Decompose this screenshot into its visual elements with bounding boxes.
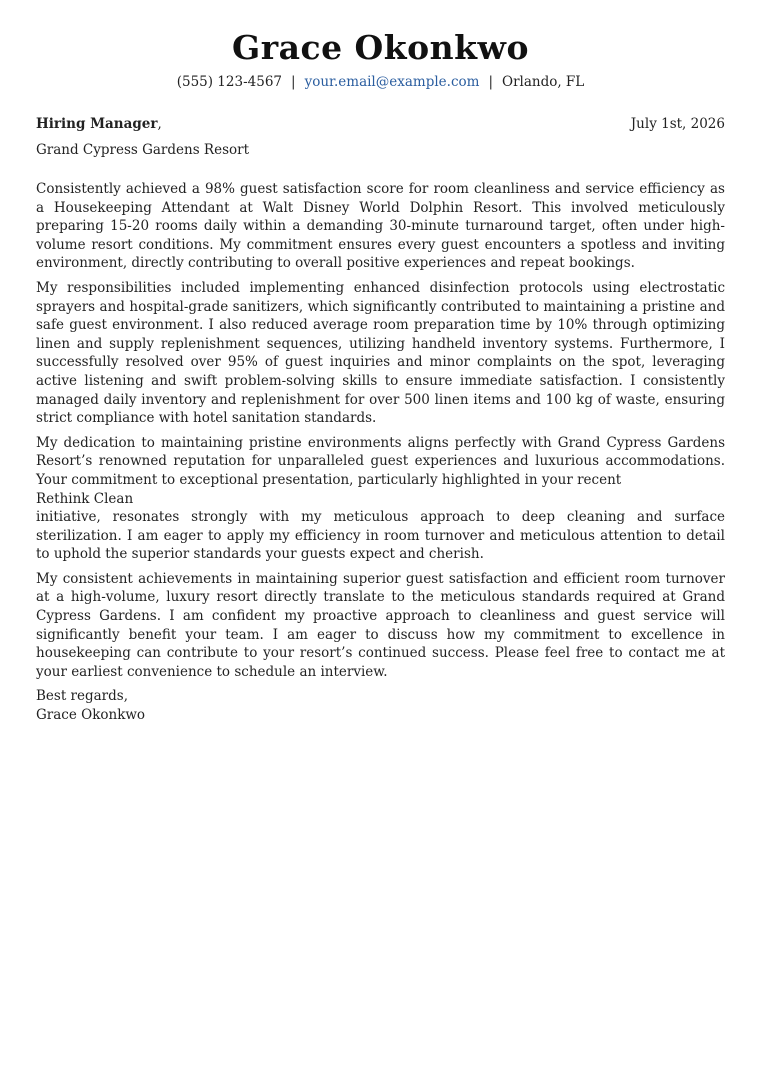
paragraph-3 [36, 434, 725, 564]
contact-line [36, 73, 725, 91]
recipient-company: Grand Cypress Gardens Resort [36, 142, 250, 158]
recipient-comma: , [157, 116, 162, 132]
closing-salutation: Best regards, [36, 688, 129, 705]
email-link[interactable]: your.email@example.com [304, 74, 480, 90]
applicant-name: Grace Okonkwo [232, 28, 529, 67]
letter-date: July 1st, 2026 [630, 116, 725, 132]
paragraph-2: My responsibilities included implementing enhanced disinfection protocols using electrostatic sprayers and hospital-grade sanitizers, which significantly contributed to maintaining a pristine and safe guest environment. I also reduced average room preparation time by 10% through optimizing linen and supply replenishment sequences, utilizing handheld inventory systems. Furthermore, I successfully resolved over 95% of guest inquiries and minor complaints on the spot, leveraging active listening and swift problem-solving skills to ensure immediate satisfaction. I consistently managed daily inventory and replenishment for over 500 linen items and 100 kg of waste, ensuring strict compliance with hotel sanitation standards. [36, 279, 725, 427]
paragraph-3-part-1: My dedication to maintaining pristine environments aligns perfectly with Grand Cypress Gardens Resort’s renowned reputation for unparalleled guest experiences and luxurious accommodations. Your commitment to exceptional presentation, particularly highlighted in your recent [36, 434, 725, 488]
recipient-title [36, 114, 162, 134]
closing-signature: Grace Okonkwo [36, 707, 146, 724]
letter-body [36, 180, 725, 731]
recipient-row [36, 114, 725, 134]
contact-separator: | [488, 74, 493, 90]
contact-separator: | [291, 74, 296, 90]
recipient-title-text: Hiring Manager [36, 116, 158, 132]
phone-number: (555) 123-4567 [176, 74, 282, 90]
paragraph-1: Consistently achieved a 98% guest satisfaction score for room cleanliness and service efficiency as a Housekeeping Attendant at Walt Disney World Dolphin Resort. This involved meticulously preparing 15-20 rooms daily within a demanding 30-minute turnaround target, often under high-volume resort conditions. My commitment ensures every guest encounters a spotless and inviting environment, directly contributing to overall positive experiences and repeat bookings. [36, 181, 725, 272]
paragraph-4: My consistent achievements in maintaining superior guest satisfaction and efficient room turnover at a high-volume, luxury resort directly translate to the meticulous standards required at Grand Cypress Gardens. I am confident my proactive approach to cleanliness and guest service will significantly benefit your team. I am eager to discuss how my commitment to excellence in housekeeping can contribute to your resort’s continued success. Please feel free to contact me at your earliest convenience to schedule an interview. [36, 570, 725, 680]
location: Orlando, FL [502, 74, 585, 90]
paragraph-3-initiative-name: Rethink Clean [36, 490, 134, 507]
paragraph-3-part-2: initiative, resonates strongly with my meticulous approach to deep cleaning and surface sterilization. I am eager to apply my efficiency in room turnover and meticulous attention to detail to uphold the superior standards your guests expect and cherish. [36, 509, 725, 563]
closing-block [36, 687, 725, 724]
